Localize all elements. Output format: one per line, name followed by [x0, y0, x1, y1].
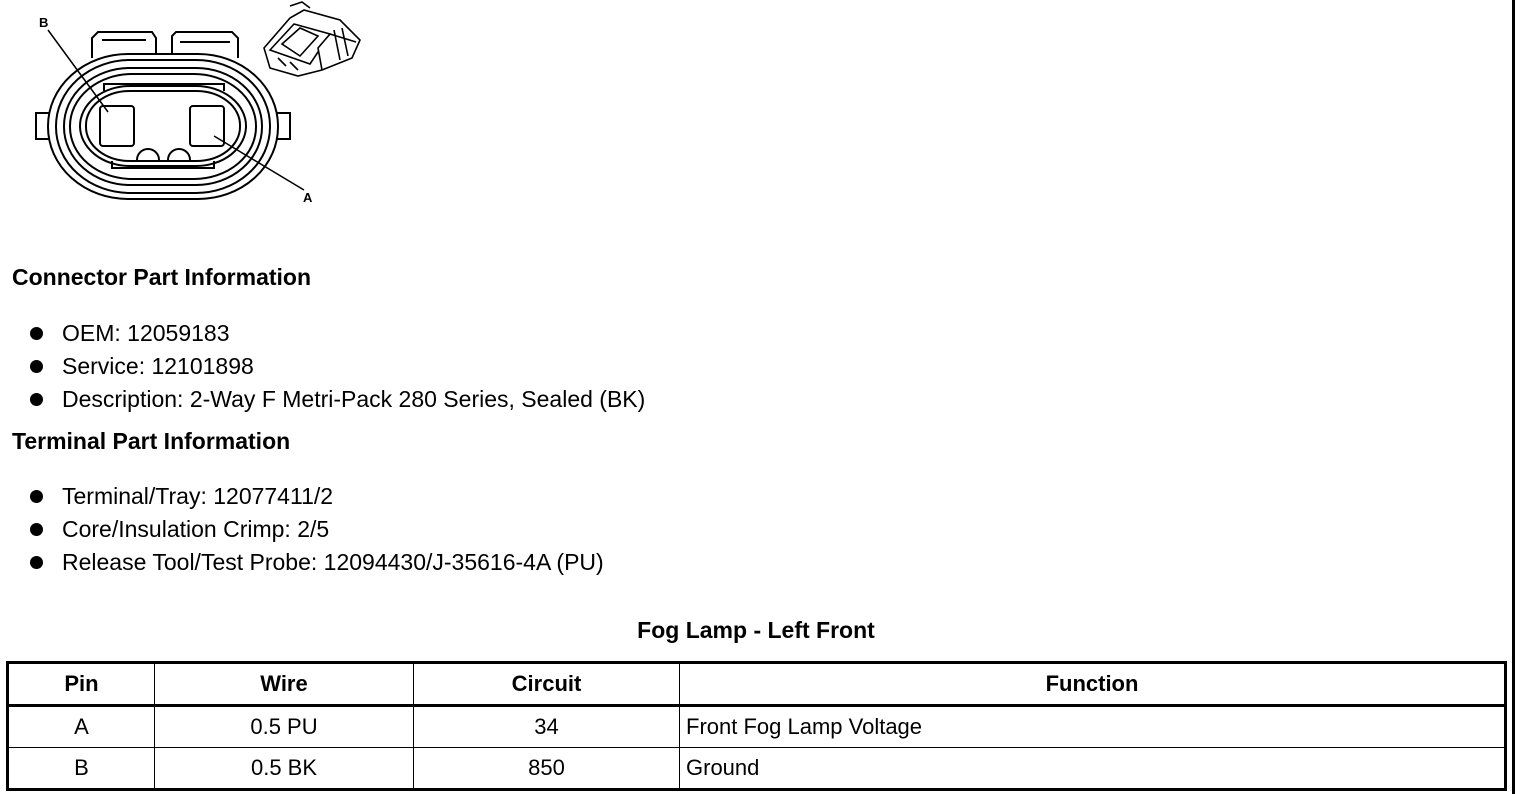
- list-item: Core/Insulation Crimp: 2/5: [30, 518, 604, 551]
- column-header-pin: Pin: [8, 663, 155, 706]
- connector-part-list: [30, 322, 645, 421]
- pinout-table: [6, 661, 1507, 791]
- column-header-wire: Wire: [155, 663, 414, 706]
- wire-cell: 0.5 PU: [155, 706, 414, 748]
- function-cell: Front Fog Lamp Voltage: [680, 706, 1506, 748]
- pin-cell: B: [8, 748, 155, 790]
- connector-housing-icon: [264, 2, 360, 76]
- column-header-function: Function: [680, 663, 1506, 706]
- connector-part-heading: Connector Part Information: [12, 264, 312, 290]
- table-header-row: [8, 663, 1506, 706]
- circuit-cell: 850: [414, 748, 680, 790]
- pin-b-callout: B: [39, 15, 49, 30]
- table-row: [8, 706, 1506, 748]
- connector-face-icon: [0, 0, 380, 215]
- pin-a-callout: A: [303, 190, 313, 205]
- list-item: Terminal/Tray: 12077411/2: [30, 485, 604, 518]
- list-item: Release Tool/Test Probe: 12094430/J-35616-4A (PU): [30, 551, 604, 584]
- column-header-circuit: Circuit: [414, 663, 680, 706]
- wire-cell: 0.5 BK: [155, 748, 414, 790]
- terminal-part-list: [30, 485, 604, 584]
- list-item: OEM: 12059183: [30, 322, 645, 355]
- page-right-border: [1512, 0, 1515, 794]
- pin-cell: A: [8, 706, 155, 748]
- table-title: Fog Lamp - Left Front: [637, 617, 875, 643]
- terminal-part-heading: Terminal Part Information: [12, 428, 291, 454]
- list-item: Description: 2-Way F Metri-Pack 280 Series, Sealed (BK): [30, 388, 645, 421]
- list-item: Service: 12101898: [30, 355, 645, 388]
- function-cell: Ground: [680, 748, 1506, 790]
- circuit-cell: 34: [414, 706, 680, 748]
- table-row: [8, 748, 1506, 790]
